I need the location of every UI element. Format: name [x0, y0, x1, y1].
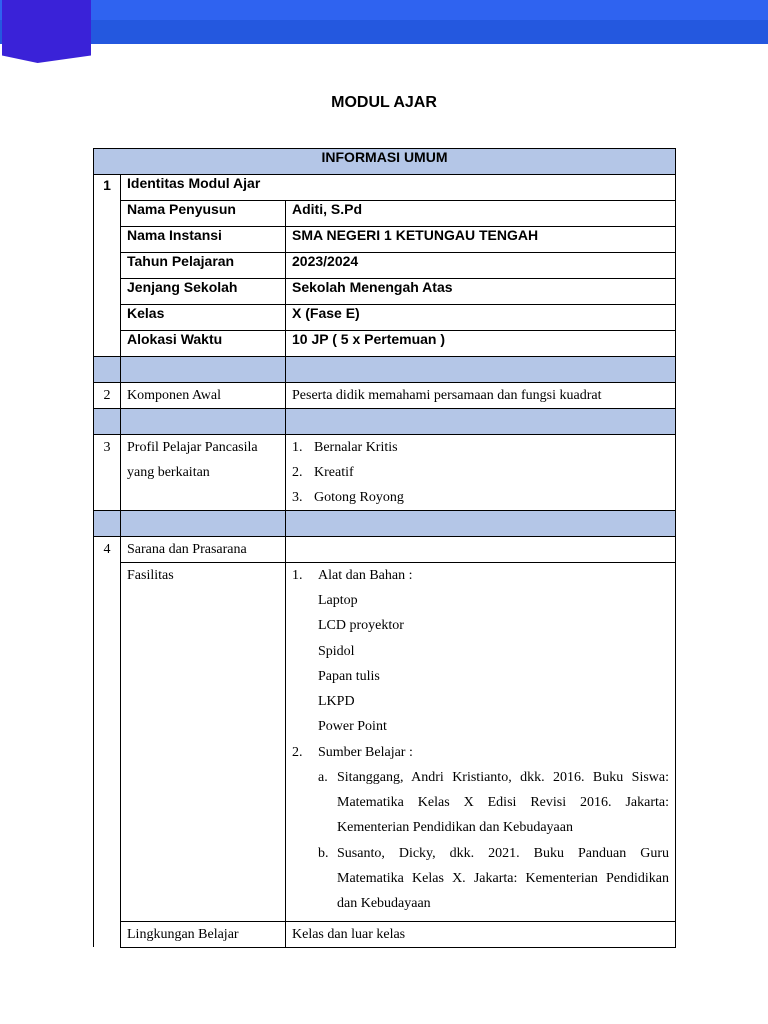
document-title: MODUL AJAR	[331, 94, 437, 111]
spacer-row	[94, 511, 676, 537]
header-band	[0, 0, 768, 20]
table-row	[94, 331, 676, 357]
row-value: 2023/2024	[286, 253, 676, 279]
row-value	[286, 563, 676, 922]
list-item: 3. Gotong Royong	[292, 490, 404, 505]
row-value: SMA NEGERI 1 KETUNGAU TENGAH	[286, 227, 676, 253]
row-label: Komponen Awal	[121, 383, 286, 409]
table-row	[94, 383, 676, 409]
list-item: 2. Kreatif	[292, 465, 354, 480]
table-row	[94, 253, 676, 279]
row-value: Peserta didik memahami persamaan dan fungsi kuadrat	[286, 383, 676, 409]
list-item: Spidol	[318, 643, 355, 659]
row-label: Fasilitas	[121, 563, 286, 922]
section-header: INFORMASI UMUM	[94, 149, 676, 175]
row-value: Sekolah Menengah Atas	[286, 279, 676, 305]
row-label: Tahun Pelajaran	[121, 253, 286, 279]
table-row	[94, 563, 676, 922]
row-label: Alokasi Waktu	[121, 331, 286, 357]
row-value: Aditi, S.Pd	[286, 201, 676, 227]
list-item: Power Point	[318, 719, 387, 735]
row-value: X (Fase E)	[286, 305, 676, 331]
spacer-row	[94, 357, 676, 383]
header-tab-shape	[2, 0, 91, 63]
identitas-heading: Identitas Modul Ajar	[121, 175, 676, 201]
list-item: 1. Alat dan Bahan :	[292, 568, 413, 583]
table-row	[94, 175, 676, 201]
row-value: 10 JP ( 5 x Pertemuan )	[286, 331, 676, 357]
table-row	[94, 305, 676, 331]
list-item: 2. Sumber Belajar :	[292, 744, 413, 760]
list-item: b. Susanto, Dicky, dkk. 2021. Buku Panduan Guru Matematika Kelas X. Jakarta: Kementerian Pendidikan dan Kebudayaan	[318, 845, 670, 912]
spacer-row	[94, 409, 676, 435]
section-header-row	[94, 149, 676, 175]
row-value	[286, 435, 676, 511]
row-value	[286, 537, 676, 563]
profil-list	[292, 435, 669, 510]
row-label: Profil Pelajar Pancasila yang berkaitan	[121, 435, 286, 511]
row-label: Kelas	[121, 305, 286, 331]
row-value: Kelas dan luar kelas	[286, 921, 676, 947]
list-item: Laptop	[318, 593, 358, 608]
list-item: a. Sitanggang, Andri Kristianto, dkk. 2016. Buku Siswa: Matematika Kelas X Edisi Revisi 2016. Jakarta: Kementerian Pendidikan dan Kebudayaan	[318, 769, 670, 836]
row-label: Lingkungan Belajar	[121, 921, 286, 947]
row-label: Sarana dan Prasarana	[121, 537, 286, 563]
row-label: Jenjang Sekolah	[121, 279, 286, 305]
row-number: 2	[94, 383, 121, 409]
table-row	[94, 537, 676, 563]
table-row	[94, 201, 676, 227]
row-label: Nama Penyusun	[121, 201, 286, 227]
sumber-list	[318, 765, 669, 917]
row-number: 3	[94, 435, 121, 511]
table-row	[94, 435, 676, 511]
row-number: 4	[94, 537, 121, 948]
fasilitas-list	[292, 563, 669, 588]
informasi-umum-table	[93, 148, 676, 948]
list-item: LKPD	[318, 694, 355, 710]
list-item: 1. Bernalar Kritis	[292, 440, 398, 455]
table-row	[94, 921, 676, 947]
table-row	[94, 279, 676, 305]
list-item: LCD proyektor	[318, 618, 404, 634]
list-item: Papan tulis	[318, 668, 380, 684]
header-band-lower	[0, 20, 768, 44]
table-row	[94, 227, 676, 253]
row-label: Nama Instansi	[121, 227, 286, 253]
row-number: 1	[94, 175, 121, 357]
alat-list	[292, 588, 669, 740]
